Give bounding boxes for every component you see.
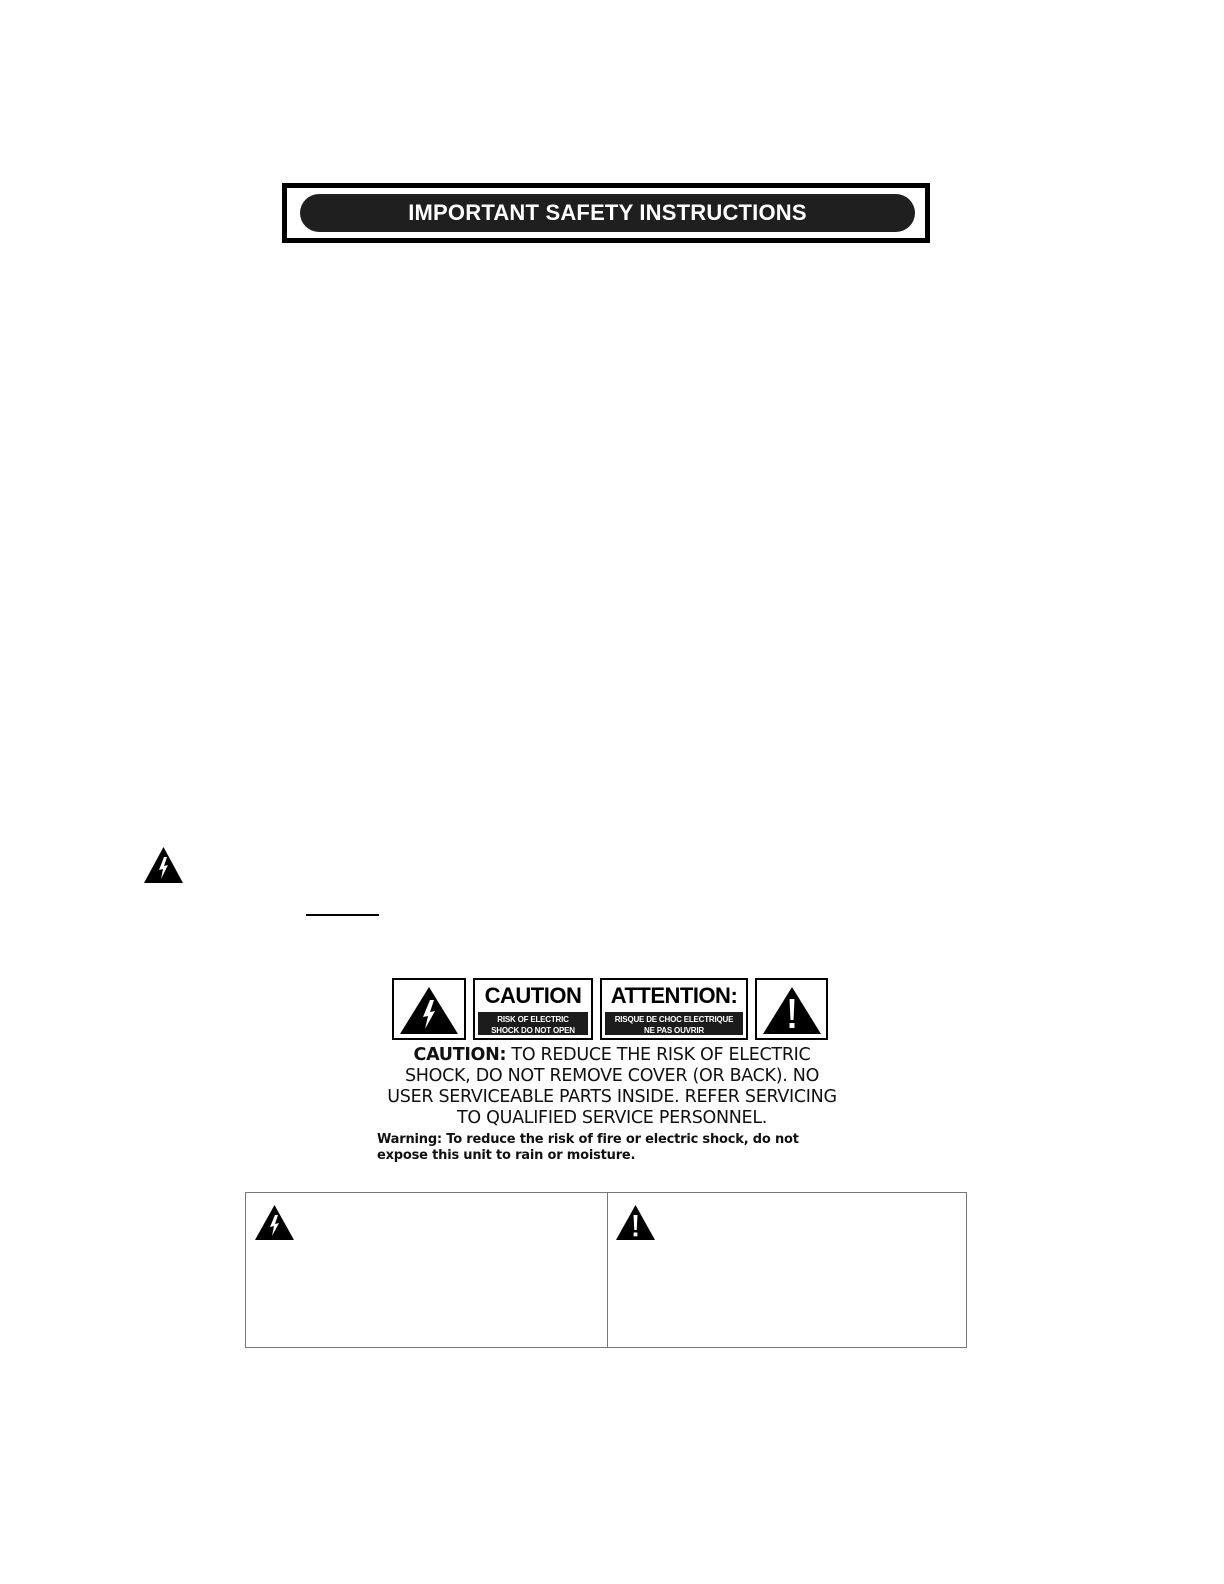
caution-line-text: TO REDUCE THE RISK OF ELECTRIC — [506, 1045, 811, 1065]
electric-shock-warning-icon — [254, 1204, 295, 1241]
table-cell-exclamation — [607, 1193, 966, 1347]
electric-shock-warning-icon — [398, 985, 460, 1035]
underline-rule — [306, 914, 379, 916]
exclamation-warning-icon — [761, 985, 823, 1035]
attention-title: ATTENTION: — [610, 983, 738, 1008]
exclamation-warning-icon — [615, 1204, 656, 1241]
caution-line: TO QUALIFIED SERVICE PERSONNEL. — [456, 1108, 768, 1128]
caution-box — [473, 978, 593, 1040]
caution-statement — [370, 1045, 854, 1129]
electric-shock-warning-icon — [143, 846, 184, 884]
banner-title: IMPORTANT SAFETY INSTRUCTIONS — [408, 200, 807, 225]
caution-line — [370, 1045, 854, 1066]
caution-title: CAUTION — [484, 983, 582, 1008]
table-cell-shock — [246, 1193, 608, 1347]
attention-sub-line: RISQUE DE CHOC ELECTRIQUE — [614, 1015, 734, 1024]
banner-pill — [300, 194, 915, 232]
caution-line: SHOCK, DO NOT REMOVE COVER (OR BACK). NO — [404, 1066, 820, 1086]
caution-sub-line: RISK OF ELECTRIC — [497, 1015, 569, 1024]
caution-sub-line: SHOCK DO NOT OPEN — [491, 1026, 575, 1035]
attention-box — [600, 978, 748, 1040]
attention-subtitle — [605, 1012, 743, 1035]
warning-statement — [377, 1132, 847, 1164]
warning-line: Warning: To reduce the risk of fire or electric shock, do not — [377, 1132, 799, 1147]
caution-subtitle — [478, 1012, 588, 1035]
warning-line: expose this unit to rain or moisture. — [377, 1148, 636, 1163]
safety-banner — [282, 183, 930, 243]
exclamation-symbol-box — [755, 978, 828, 1040]
attention-sub-line: NE PAS OUVRIR — [644, 1026, 704, 1035]
caution-lead: CAUTION: — [413, 1045, 507, 1065]
symbol-explanation-table — [245, 1192, 967, 1348]
caution-line: USER SERVICEABLE PARTS INSIDE. REFER SERVICING — [387, 1087, 837, 1107]
shock-symbol-box — [392, 978, 466, 1040]
